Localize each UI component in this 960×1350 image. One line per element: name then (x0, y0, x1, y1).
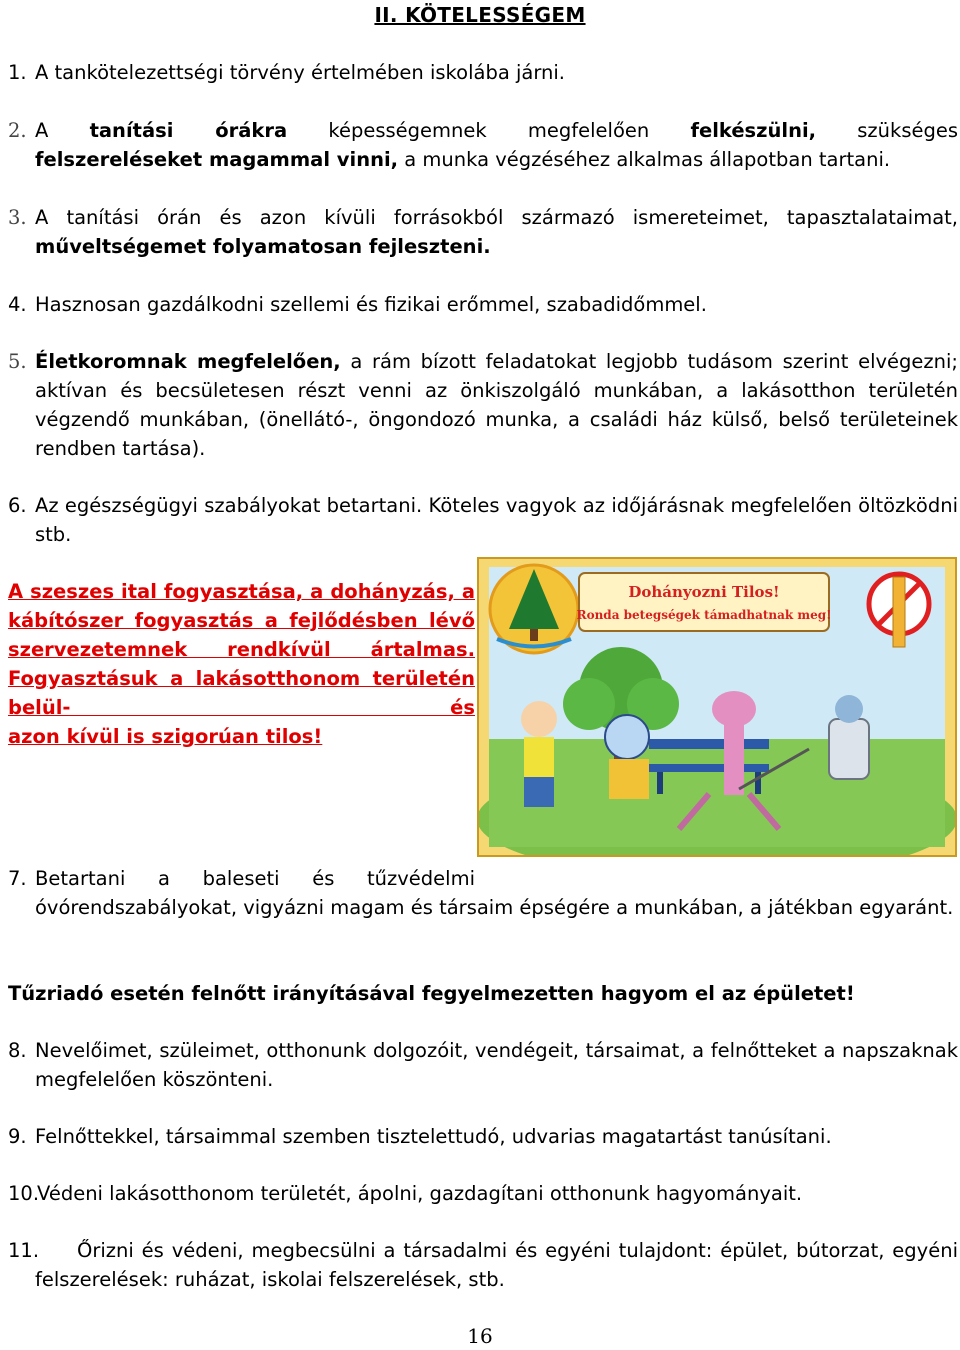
item-number: 3. (8, 206, 27, 229)
fire-alarm-notice: Tűzriadó esetén felnőtt irányításával fegyelmezetten hagyom el az épületet! (8, 982, 855, 1005)
item-text: Őrizni és védeni, megbecsülni a társadalmi és egyéni tulajdont: épület, bútorzat, egyéni felszerelések: ruházat, iskolai felszerelések, stb. (35, 1239, 958, 1291)
svg-text:Dohányozni Tilos!: Dohányozni Tilos! (628, 583, 780, 601)
item-number: 6. (8, 494, 27, 517)
prohibition-warning: A szeszes ital fogyasztása, a dohányzás, a kábítószer fogyasztás a fejlődésben lévő szervezetemnek rendkívül ártalmas. Fogyasztásuk a lakásotthonom területén belül- és azon kívül is szigorúan tilos! (8, 580, 475, 748)
item-text: Az egészségügyi szabályokat betartani. Köteles vagyok az időjárásnak megfelelően öltözködni stb. (35, 494, 958, 546)
item-text: A tanítási órán és azon kívüli forrásokból származó ismereteimet, tapasztalataimat, műveltségemet folyamatosan fejleszteni. (35, 206, 958, 258)
item-number: 9. (8, 1125, 27, 1148)
tree-logo-icon (490, 565, 578, 653)
list-item (8, 1179, 958, 1208)
list-item (8, 864, 958, 922)
page-number: 16 (467, 1324, 493, 1348)
list-item (8, 1236, 958, 1294)
list-item (8, 1036, 958, 1094)
list-item (8, 347, 958, 463)
item-number: 10. (8, 1182, 40, 1205)
item-text: Felnőttekkel, társaimmal szemben tisztelettudó, udvarias magatartást tanúsítani. (35, 1125, 832, 1148)
item-number: 7. (8, 867, 27, 890)
list-item (8, 491, 958, 549)
cartoon-image (479, 559, 955, 855)
no-smoking-sign (577, 573, 832, 631)
anti-smoking-illustration (477, 557, 957, 857)
child-figure (521, 701, 557, 807)
list-item (8, 116, 958, 174)
item-text: A tankötelezettségi törvény értelmében iskolába járni. (35, 61, 565, 84)
item-number: 8. (8, 1039, 27, 1062)
item-text: Életkoromnak megfelelően, a rám bízott feladatokat legjobb tudásom szerint elvégezni; aktívan és becsületesen részt venni az önkiszolgáló munkában, a lakásotthon területén végzendő munkában, (önellátó-, öngondozó munka, a családi ház külső, belső területeinek rendben tartása). (35, 350, 958, 460)
item-text: Hasznosan gazdálkodni szellemi és fizikai erőmmel, szabadidőmmel. (35, 293, 707, 316)
item-text: Nevelőimet, szüleimet, otthonunk dolgozóit, vendégeit, társaimat, a felnőtteket a napszaknak megfelelően köszönteni. (35, 1039, 958, 1091)
item-number: 5. (8, 350, 27, 373)
section-title: II. KÖTELESSÉGEM (374, 3, 586, 27)
list-item (8, 203, 958, 261)
item-text: A tanítási órákra képességemnek megfelelően felkészülni, szükséges felszereléseket magammal vinni, a munka végzéséhez alkalmas állapotban tartani. (35, 119, 959, 171)
item-number: 1. (8, 61, 27, 84)
item-text: Betartani a baleseti és tűzvédelmi óvórendszabályokat, vigyázni magam és társaim épségére a munkában, a játékban egyaránt. (35, 867, 954, 919)
list-item (8, 58, 958, 87)
item-number: 2. (8, 119, 27, 142)
item-text: Védeni lakásotthonom területét, ápolni, gazdagítani otthonunk hagyományait. (37, 1182, 803, 1205)
list-item (8, 290, 958, 319)
list-item (8, 1122, 958, 1151)
item-number: 11. (8, 1239, 40, 1262)
item-number: 4. (8, 293, 27, 316)
svg-text:Ronda betegségek támadhatnak m: Ronda betegségek támadhatnak meg! (576, 608, 832, 622)
